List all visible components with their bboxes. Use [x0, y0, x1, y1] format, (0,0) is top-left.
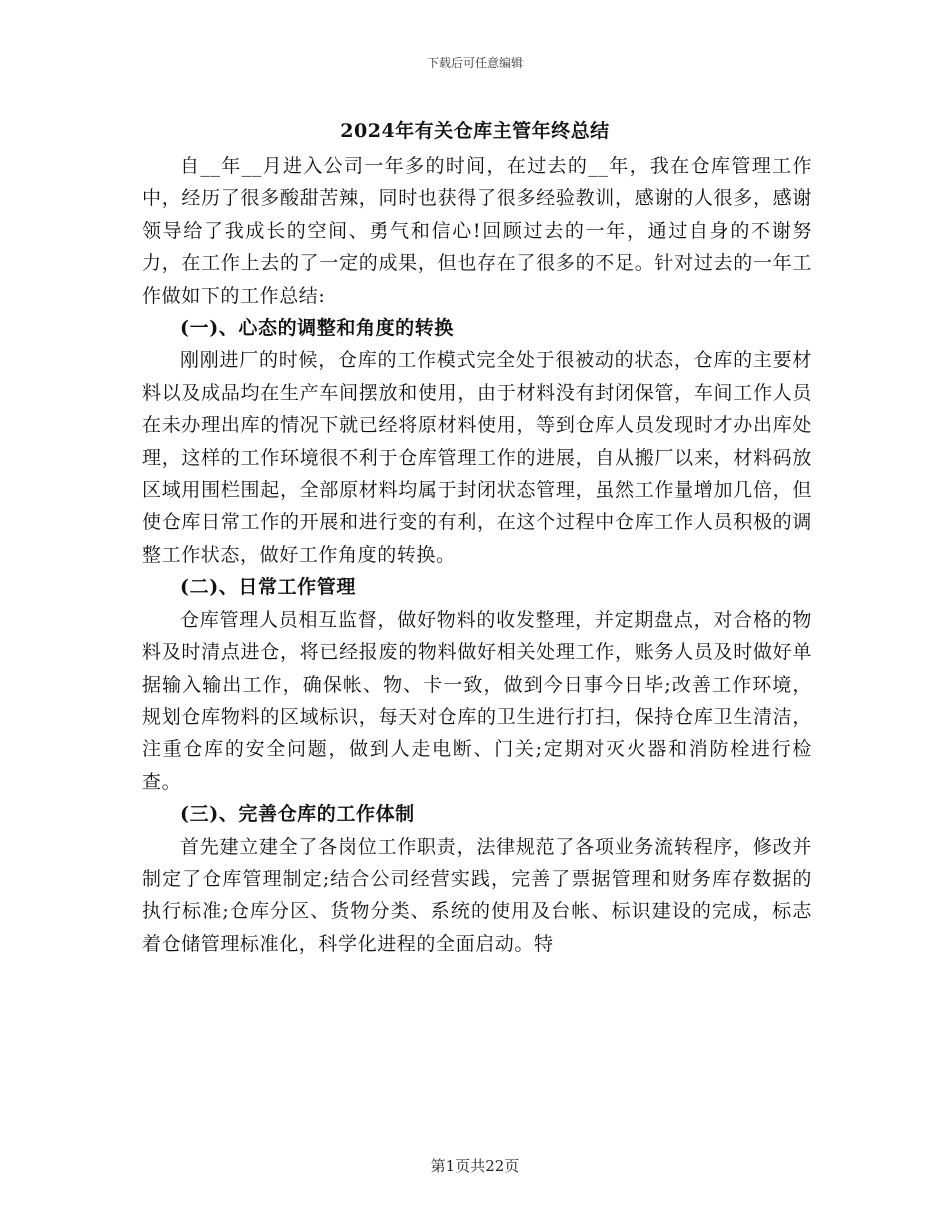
section-heading-3: (三)、完善仓库的工作体制: [180, 803, 415, 826]
section-body-2: 仓库管理人员相互监督，做好物料的收发整理，并定期盘点，对合格的物料及时清点进仓，将已经报废的物料做好相关处理工作，账务人员及时做好单据输入输出工作，确保帐、物、卡一致，做到今日事今日毕;改善工作环境，规划仓库物料的区域标识，每天对仓库的卫生进行打扫，保持仓库卫生清洁，注重仓库的安全问题，做到人走电断、门关;定期对灭火器和消防栓进行检查。: [142, 608, 812, 793]
section-body-1: 刚刚进厂的时候，仓库的工作模式完全处于很被动的状态，仓库的主要材料以及成品均在生产车间摆放和使用，由于材料没有封闭保管，车间工作人员在未办理出库的情况下就已经将原材料使用，等到仓库人员发现时才办出库处理，这样的工作环境很不利于仓库管理工作的进展，自从搬厂以来，材料码放区域用围栏围起，全部原材料均属于封闭状态管理，虽然工作量增加几倍，但使仓库日常工作的开展和进行变的有利，在这个过程中仓库工作人员积极的调整工作状态，做好工作角度的转换。: [142, 349, 812, 566]
page-number: 第1页共22页: [430, 1157, 520, 1175]
intro-paragraph: 自__年__月进入公司一年多的时间，在过去的__年，我在仓库管理工作中，经历了很多酸甜苦辣，同时也获得了很多经验教训，感谢的人很多，感谢领导给了我成长的空间、勇气和信心!回顾过去的一年，通过自身的不谢努力，在工作上去的了一定的成果，但也存在了很多的不足。针对过去的一年工作做如下的工作总结:: [142, 155, 812, 307]
document-body: [142, 150, 812, 960]
section-body-3: 首先建立建全了各岗位工作职责，法律规范了各项业务流转程序，修改并制定了仓库管理制定;结合公司经营实践，完善了票据管理和财务库存数据的执行标准;仓库分区、货物分类、系统的使用及台帐、标识建设的完成，标志着仓储管理标准化，科学化进程的全面启动。特: [142, 835, 812, 955]
section-heading-2: (二)、日常工作管理: [180, 576, 356, 599]
page-header-note: 下载后可任意编辑: [426, 56, 523, 70]
document-title: 2024年有关仓库主管年终总结: [340, 120, 610, 142]
section-heading-1: (一)、心态的调整和角度的转换: [180, 317, 454, 340]
